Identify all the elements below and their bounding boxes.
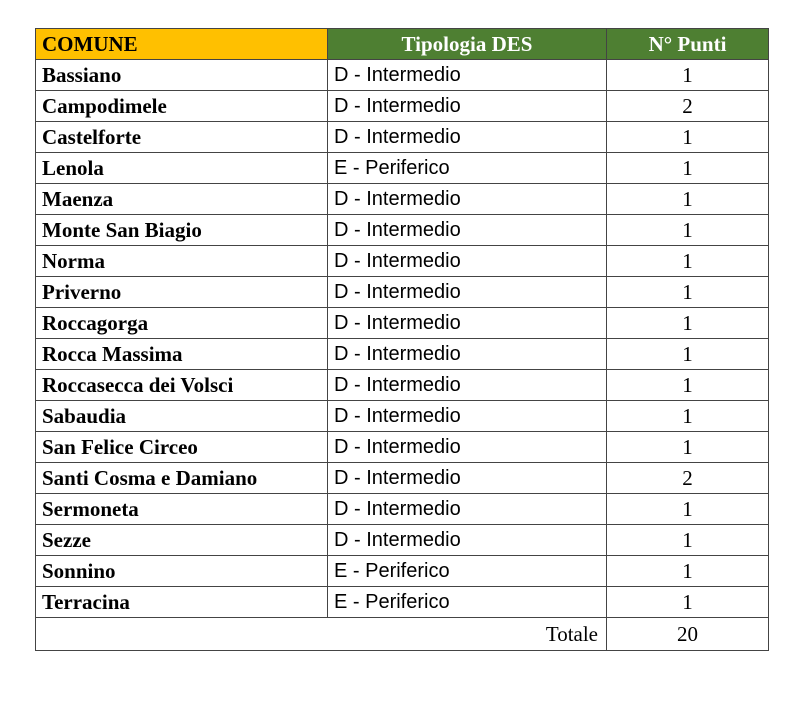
- cell-comune: Bassiano: [36, 60, 328, 91]
- table-row: [36, 525, 769, 556]
- cell-punti: 1: [607, 339, 769, 370]
- cell-punti: 1: [607, 308, 769, 339]
- cell-punti: 1: [607, 587, 769, 618]
- cell-punti: 1: [607, 525, 769, 556]
- cell-punti: 1: [607, 556, 769, 587]
- cell-tipologia: D - Intermedio: [328, 277, 607, 308]
- cell-tipologia: D - Intermedio: [328, 401, 607, 432]
- table-row: [36, 463, 769, 494]
- cell-comune: Norma: [36, 246, 328, 277]
- cell-tipologia: D - Intermedio: [328, 122, 607, 153]
- cell-comune: Sabaudia: [36, 401, 328, 432]
- cell-comune: San Felice Circeo: [36, 432, 328, 463]
- table-row: [36, 184, 769, 215]
- cell-punti: 1: [607, 432, 769, 463]
- table-header-row: [36, 29, 769, 60]
- table-row: [36, 556, 769, 587]
- cell-comune: Sermoneta: [36, 494, 328, 525]
- cell-punti: 2: [607, 91, 769, 122]
- cell-punti: 1: [607, 494, 769, 525]
- comuni-table: [35, 28, 769, 651]
- header-punti: N° Punti: [607, 29, 769, 60]
- cell-tipologia: D - Intermedio: [328, 463, 607, 494]
- cell-punti: 1: [607, 401, 769, 432]
- cell-comune: Maenza: [36, 184, 328, 215]
- table-row: [36, 339, 769, 370]
- header-tipologia: Tipologia DES: [328, 29, 607, 60]
- cell-tipologia: E - Periferico: [328, 556, 607, 587]
- table-row: [36, 277, 769, 308]
- cell-comune: Rocca Massima: [36, 339, 328, 370]
- table-row: [36, 401, 769, 432]
- table-row: [36, 91, 769, 122]
- table-row: [36, 246, 769, 277]
- cell-comune: Sezze: [36, 525, 328, 556]
- cell-punti: 1: [607, 246, 769, 277]
- total-label: Totale: [36, 618, 607, 651]
- table-row: [36, 153, 769, 184]
- cell-comune: Terracina: [36, 587, 328, 618]
- table-row: [36, 494, 769, 525]
- cell-comune: Priverno: [36, 277, 328, 308]
- cell-punti: 1: [607, 277, 769, 308]
- cell-tipologia: E - Periferico: [328, 153, 607, 184]
- table-row: [36, 122, 769, 153]
- cell-tipologia: D - Intermedio: [328, 60, 607, 91]
- table-row: [36, 370, 769, 401]
- cell-tipologia: D - Intermedio: [328, 215, 607, 246]
- cell-punti: 1: [607, 153, 769, 184]
- cell-punti: 1: [607, 215, 769, 246]
- cell-tipologia: D - Intermedio: [328, 91, 607, 122]
- table-row: [36, 308, 769, 339]
- cell-comune: Roccasecca dei Volsci: [36, 370, 328, 401]
- cell-tipologia: D - Intermedio: [328, 246, 607, 277]
- cell-tipologia: E - Periferico: [328, 587, 607, 618]
- table-row: [36, 215, 769, 246]
- cell-comune: Campodimele: [36, 91, 328, 122]
- cell-punti: 2: [607, 463, 769, 494]
- cell-tipologia: D - Intermedio: [328, 432, 607, 463]
- cell-punti: 1: [607, 370, 769, 401]
- cell-tipologia: D - Intermedio: [328, 494, 607, 525]
- table-row: [36, 432, 769, 463]
- table-row: [36, 587, 769, 618]
- cell-punti: 1: [607, 122, 769, 153]
- cell-tipologia: D - Intermedio: [328, 339, 607, 370]
- total-value: 20: [607, 618, 769, 651]
- header-comune: COMUNE: [36, 29, 328, 60]
- total-row: [36, 618, 769, 651]
- cell-tipologia: D - Intermedio: [328, 525, 607, 556]
- cell-tipologia: D - Intermedio: [328, 370, 607, 401]
- cell-comune: Monte San Biagio: [36, 215, 328, 246]
- cell-punti: 1: [607, 60, 769, 91]
- cell-comune: Roccagorga: [36, 308, 328, 339]
- cell-comune: Lenola: [36, 153, 328, 184]
- cell-comune: Castelforte: [36, 122, 328, 153]
- cell-comune: Santi Cosma e Damiano: [36, 463, 328, 494]
- table-row: [36, 60, 769, 91]
- cell-tipologia: D - Intermedio: [328, 308, 607, 339]
- cell-comune: Sonnino: [36, 556, 328, 587]
- cell-tipologia: D - Intermedio: [328, 184, 607, 215]
- cell-punti: 1: [607, 184, 769, 215]
